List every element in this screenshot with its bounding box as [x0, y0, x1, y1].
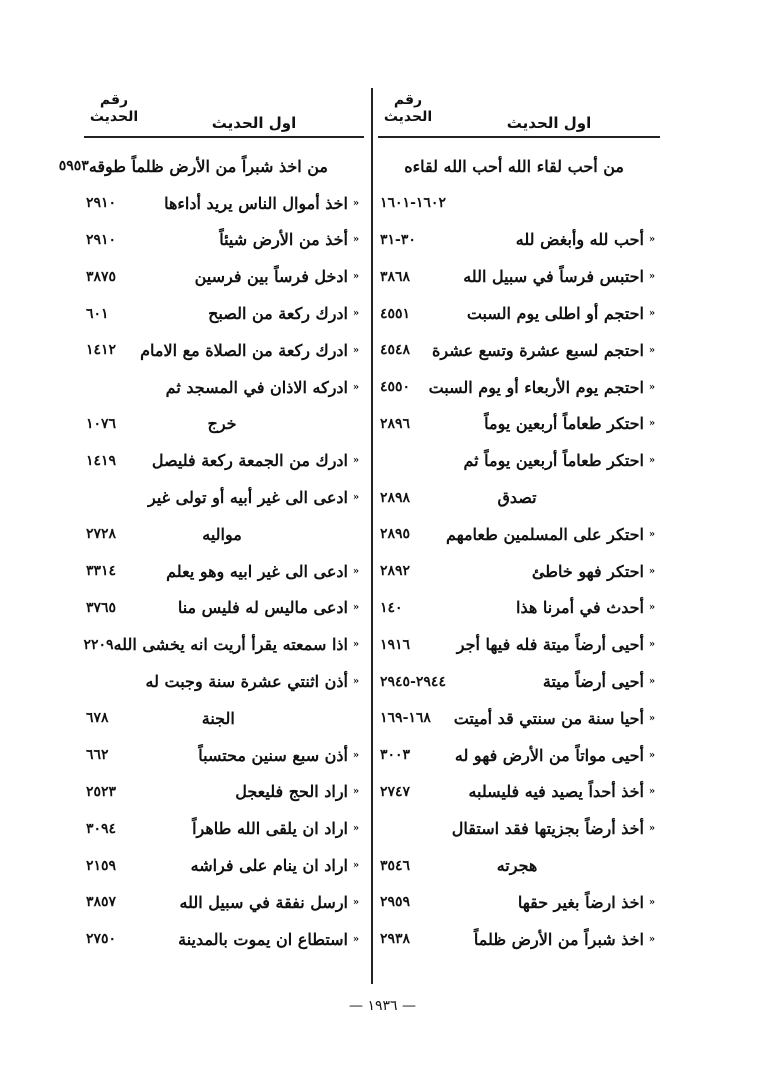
entry-text: اخذ أموال الناس يريد أداءها: [164, 193, 348, 213]
ditto-mark: «: [648, 381, 656, 393]
entry-text: ادرك ركعة من الصلاة مع الامام: [140, 340, 348, 360]
entry-text: اذا سمعته يقرأ أريت انه يخشى الله: [113, 635, 348, 655]
entry-text: اراد ان يلقى الله طاهراً: [192, 819, 348, 839]
index-entry: [84, 737, 364, 774]
entry-number: ١٦٨-١٦٩: [380, 710, 431, 727]
ditto-mark: «: [352, 602, 360, 614]
entry-number: ٢٩١٠: [86, 195, 117, 212]
entry-text: أحيى أرضاً ميتة: [542, 672, 644, 692]
index-entry: [378, 185, 660, 222]
number-header-line1: رقم: [393, 92, 423, 108]
ditto-mark: «: [648, 933, 656, 945]
index-entry: [84, 847, 364, 884]
index-entry: [378, 442, 660, 479]
entry-text: ادخل فرساً بين فرسين: [194, 267, 348, 287]
index-entry: [84, 884, 364, 921]
ditto-mark: «: [352, 565, 360, 577]
ditto-mark: «: [352, 786, 360, 798]
entry-number: ٢٩١٠: [86, 231, 117, 248]
entry-number: ٦٦٢: [86, 747, 109, 764]
entry-number: ٢٧٤٧: [380, 783, 411, 800]
entry-number: ١٦٠٢-١٦٠١: [380, 195, 446, 212]
entry-text: ادرك من الجمعة ركعة فليصل: [151, 451, 348, 471]
ditto-mark: «: [352, 381, 360, 393]
ditto-mark: «: [352, 492, 360, 504]
first-words-header: اول الحديث: [506, 114, 592, 132]
entry-number: ٢٨٩٨: [380, 489, 411, 506]
index-entry: [84, 921, 364, 958]
entry-text: ادرك ركعة من الصبح: [208, 304, 348, 324]
entry-number: ٣٨٦٨: [380, 268, 411, 285]
ditto-mark: «: [648, 676, 656, 688]
entry-text: أخذ أحداً يصيد فيه فليسلبه: [468, 782, 644, 802]
entry-text: احتجم أو اطلى يوم السبت: [466, 304, 644, 324]
entry-text: احتكر فهو خاطئ: [531, 561, 644, 581]
index-entry: [84, 258, 364, 295]
index-entry: [378, 369, 660, 406]
page-number: — ١٩٣٦ —: [349, 998, 416, 1014]
entry-number: ٢٨٩٦: [380, 415, 411, 432]
entry-text: احتكر طعاماً أربعين يوماً ثم: [463, 451, 644, 471]
entry-text: ادعى ماليس له فليس منا: [177, 598, 348, 618]
ditto-mark: «: [648, 786, 656, 798]
ditto-mark: «: [648, 712, 656, 724]
index-entry: [378, 626, 660, 663]
entry-number: ٦٧٨: [86, 710, 109, 727]
ditto-mark: «: [352, 271, 360, 283]
entry-text: اراد ان ينام على فراشه: [190, 856, 348, 876]
index-entry: [378, 847, 660, 884]
index-entry: [378, 663, 660, 700]
entry-text: أخذ من الأرض شيئاً: [219, 230, 348, 250]
entry-text: أحيى أرضاً ميتة فله فيها أجر: [456, 635, 644, 655]
entry-number: ٣٣١٤: [86, 563, 117, 580]
index-entry: [84, 222, 364, 259]
number-header-line2: الحديث: [89, 109, 139, 125]
entry-number: ٢٩٥٩: [380, 894, 411, 911]
index-entry: [378, 700, 660, 737]
index-entry: [84, 663, 364, 700]
index-entry: [378, 921, 660, 958]
entry-text: احتكر طعاماً أربعين يوماً: [484, 414, 644, 434]
entry-text: من اخذ شبراً من الأرض ظلماً طوقه: [88, 156, 328, 176]
index-entry: [84, 369, 364, 406]
entry-text: تصدق: [497, 488, 537, 508]
entry-list: [378, 148, 660, 958]
ditto-mark: «: [648, 234, 656, 246]
ditto-mark: «: [648, 565, 656, 577]
index-entry: [84, 479, 364, 516]
entry-number: ٣٠-٣١: [380, 231, 416, 248]
ditto-mark: «: [352, 639, 360, 651]
ditto-mark: «: [648, 896, 656, 908]
entry-number: ٤٥٥١: [380, 305, 411, 322]
index-entry: [84, 774, 364, 811]
index-entry: [378, 553, 660, 590]
number-header: [378, 92, 438, 126]
index-entry: [378, 737, 660, 774]
ditto-mark: «: [648, 602, 656, 614]
entry-number: ٤٥٤٨: [380, 342, 411, 359]
entry-number: ٢٩٤٤-٢٩٤٥: [380, 673, 446, 690]
index-entry: [378, 332, 660, 369]
index-entry: [378, 222, 660, 259]
index-entry: [84, 626, 364, 663]
index-entry: [378, 295, 660, 332]
index-entry: [84, 406, 364, 443]
number-header-line1: رقم: [99, 92, 129, 108]
ditto-mark: «: [648, 308, 656, 320]
entry-text: أذن سبع سنين محتسباً: [198, 745, 348, 765]
index-entry: [84, 295, 364, 332]
entry-text: احتكر على المسلمين طعامهم: [445, 524, 644, 544]
index-entry: [84, 810, 364, 847]
entry-text: خرج: [207, 414, 237, 434]
entry-text: احتبس فرساً في سبيل الله: [463, 267, 644, 287]
index-entry: [84, 516, 364, 553]
ditto-mark: «: [352, 234, 360, 246]
left-column: [58, 92, 364, 958]
entry-text: ادركه الاذان في المسجد ثم: [165, 377, 348, 397]
entry-text: اراد الحج فليعجل: [235, 782, 348, 802]
index-entry: [378, 406, 660, 443]
ditto-mark: «: [648, 823, 656, 835]
index-entry: [378, 258, 660, 295]
entry-text: أحيى مواتاً من الأرض فهو له: [454, 745, 644, 765]
entry-text: احتجم يوم الأربعاء أو يوم السبت: [428, 377, 644, 397]
entry-text: أحدث في أمرنا هذا: [516, 598, 644, 618]
index-entry: [84, 332, 364, 369]
ditto-mark: «: [352, 933, 360, 945]
column-header: [84, 92, 364, 138]
index-entry: [378, 884, 660, 921]
entry-number: ١٤٠: [380, 599, 403, 616]
index-entry: [84, 185, 364, 222]
column-divider: [371, 88, 373, 984]
index-entry: [378, 810, 660, 847]
ditto-mark: «: [648, 344, 656, 356]
entry-text: الجنة: [201, 708, 235, 728]
entry-number: ١٤١٩: [86, 452, 117, 469]
entry-text: أخذ أرضاً بجزيتها فقد استقال: [451, 819, 644, 839]
entry-list: [58, 148, 364, 958]
entry-number: ٢١٥٩: [86, 857, 117, 874]
ditto-mark: «: [648, 528, 656, 540]
index-entry: [58, 148, 364, 185]
number-header: [84, 92, 144, 126]
entry-text: من أحب لقاء الله أحب الله لقاءه: [404, 156, 624, 176]
entry-number: ١٠٧٦: [86, 415, 117, 432]
ditto-mark: «: [648, 418, 656, 430]
entry-number: ٢٧٥٠: [86, 931, 117, 948]
ditto-mark: «: [352, 455, 360, 467]
ditto-mark: «: [352, 308, 360, 320]
entry-number: ٣٨٧٥: [86, 268, 117, 285]
entry-number: ٣٥٤٦: [380, 857, 411, 874]
index-entry: [378, 479, 660, 516]
entry-number: ٢٥٢٣: [86, 783, 117, 800]
index-entry: [84, 553, 364, 590]
entry-text: أحيا سنة من سنتي قد أميتت: [453, 708, 644, 728]
entry-text: ارسل نفقة في سبيل الله: [179, 892, 348, 912]
entry-number: ٦٠١: [86, 305, 109, 322]
ditto-mark: «: [648, 749, 656, 761]
entry-text: ادعى الى غير ابيه وهو يعلم: [166, 561, 348, 581]
entry-text: هجرته: [496, 856, 538, 876]
column-header: [378, 92, 660, 138]
entry-text: استطاع ان يموت بالمدينة: [178, 929, 348, 949]
ditto-mark: «: [352, 197, 360, 209]
entry-text: اخذ ارضاً بغير حقها: [517, 892, 644, 912]
entry-number: ٢٨٩٢: [380, 563, 411, 580]
index-entry: [378, 774, 660, 811]
entry-number: ١٩١٦: [380, 636, 411, 653]
entry-text: أذن اثنتي عشرة سنة وجبت له: [145, 672, 348, 692]
index-entry: [84, 442, 364, 479]
entry-text: أحب لله وأبغض لله: [515, 230, 644, 250]
entry-number: ٢٢٠٩: [83, 636, 114, 653]
entry-number: ٢٧٢٨: [86, 526, 117, 543]
index-entry: [378, 516, 660, 553]
entry-text: احتجم لسبع عشرة وتسع عشرة: [432, 340, 644, 360]
entry-number: ٤٥٥٠: [380, 379, 411, 396]
entry-text: ادعى الى غير أبيه أو تولى غير: [148, 488, 348, 508]
ditto-mark: «: [352, 896, 360, 908]
entry-number: ٢٨٩٥: [380, 526, 411, 543]
entry-number: ٣٨٥٧: [86, 894, 117, 911]
entry-number: ٥٩٥٣: [58, 158, 89, 175]
index-entry: [378, 590, 660, 627]
ditto-mark: «: [352, 344, 360, 356]
ditto-mark: «: [352, 749, 360, 761]
first-words-header: اول الحديث: [211, 114, 297, 132]
ditto-mark: «: [648, 271, 656, 283]
ditto-mark: «: [352, 860, 360, 872]
entry-number: ٣٠٠٣: [380, 747, 411, 764]
entry-text: اخذ شبراً من الأرض ظلماً: [473, 929, 644, 949]
right-column: [378, 92, 660, 958]
entry-number: ٣٧٦٥: [86, 599, 117, 616]
ditto-mark: «: [648, 639, 656, 651]
number-header-line2: الحديث: [383, 109, 433, 125]
ditto-mark: «: [352, 676, 360, 688]
entry-number: ٣٠٩٤: [86, 820, 117, 837]
entry-number: ١٤١٢: [86, 342, 117, 359]
ditto-mark: «: [648, 455, 656, 467]
entry-text: مواليه: [202, 524, 242, 544]
index-entry: [84, 590, 364, 627]
entry-number: ٢٩٣٨: [380, 931, 411, 948]
ditto-mark: «: [352, 823, 360, 835]
index-entry: [84, 700, 364, 737]
index-entry: [378, 148, 660, 185]
